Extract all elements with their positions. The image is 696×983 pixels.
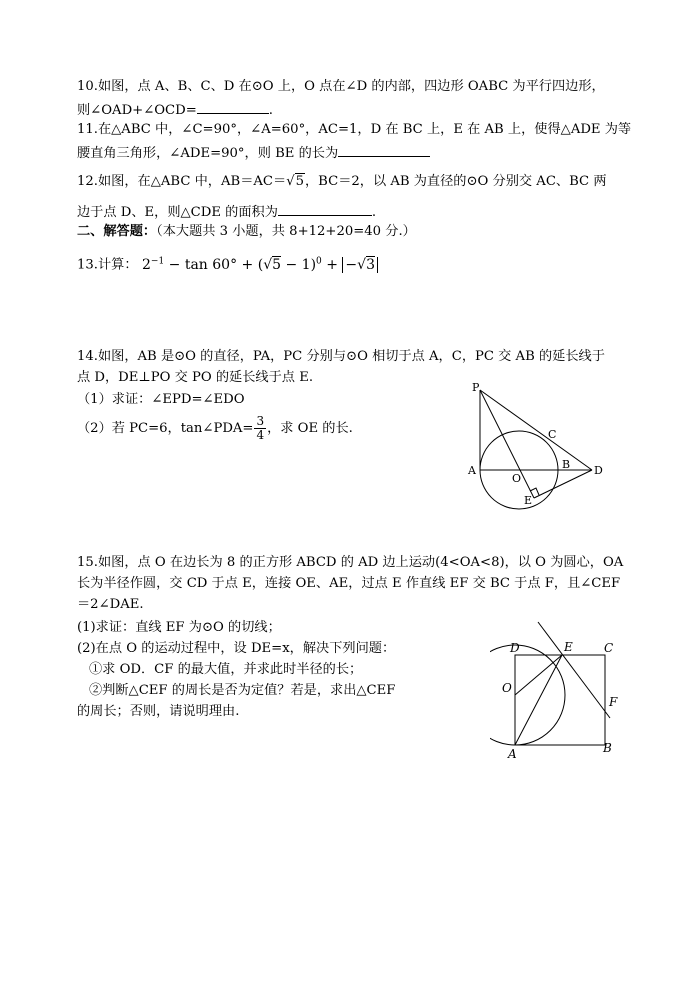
q14-figure [462, 380, 612, 515]
q12-line1 [77, 173, 607, 191]
q13-sqrt-d: 3 [366, 256, 375, 273]
q13-base: 2 [142, 256, 151, 273]
q15-tangent-ef [538, 622, 610, 718]
q13-label: 13.计算： [77, 257, 138, 273]
q14-line-ed [534, 470, 592, 498]
q13-expression: $2^{-1} - \tan 60^\circ + (√5 - 1)^0 + -√3$ [142, 257, 378, 273]
q15-part2: (2)在点 O 的运动过程中，设 DE=x，解决下列问题： [77, 641, 396, 656]
q14-part2 [77, 415, 353, 442]
section2-note: （本大题共 3 小题，共 8+12+20=40 分.） [156, 224, 416, 239]
q14-part1: （1）求证：∠EPD=∠EDO [77, 392, 245, 407]
q13-sqrt-b: 5 [272, 256, 282, 273]
q14-line2: 点 D，DE⊥PO 交 PO 的延长线于点 E. [77, 370, 314, 385]
q15-line1: 15.如图，点 O 在边长为 8 的正方形 ABCD 的 AD 边上运动(4<OA<8)，以 O 为圆心，OA [77, 555, 624, 570]
q10-line2-text: 则∠OAD+∠OCD= [77, 103, 197, 118]
q14-part2-b: ，求 OE 的长. [267, 421, 353, 436]
q10-line2: 则∠OAD+∠OCD= . [77, 99, 273, 120]
q12-sqrt: √5 [286, 174, 304, 189]
q12-line2-text: 边于点 D、E，则△CDE 的面积为 [77, 205, 278, 220]
q11-answer-blank [338, 142, 430, 157]
q15-label-b: B [603, 741, 612, 755]
q14-label-b: B [562, 458, 571, 471]
q14-part2-a: （2）若 PC=6，tan∠PDA= [77, 421, 254, 436]
q10-answer-blank [197, 99, 269, 114]
q13-line [77, 252, 378, 275]
q15-label-o: O [502, 681, 512, 695]
q13-abs-minus: − [345, 256, 358, 273]
q14-line-pe [480, 390, 534, 498]
q15-label-e: E [564, 640, 573, 654]
q14-line1: 14.如图，AB 是⊙O 的直径，PA，PC 分别与⊙O 相切于点 A，C，PC 交 AB 的延长线于 [77, 349, 605, 364]
q14-frac-num: 3 [256, 414, 265, 428]
q12-end: . [371, 205, 377, 220]
q14-label-d: D [594, 464, 603, 477]
q12-text-b: ，BC＝2，以 AB 为直径的⊙O 分别交 AC、BC 两 [304, 174, 607, 189]
q14-fraction [254, 415, 266, 442]
q10-line1: 10.如图，点 A、B、C、D 在⊙O 上，O 点在∠D 的内部，四边形 OABC 为平行四边形， [77, 79, 605, 94]
section2-heading: 二、解答题： [77, 224, 157, 239]
q11-line1: 11.在△ABC 中，∠C=90°，∠A=60°，AC=1，D 在 BC 上，E 在 AB 上，使得△ADE 为等 [77, 122, 632, 137]
q13-abs: −√3 [342, 257, 378, 273]
q15-label-a: A [508, 747, 517, 761]
q15-label-d: D [510, 641, 520, 655]
section2-line [77, 223, 416, 241]
q15-label-f: F [609, 695, 618, 709]
q12-text-a: 12.如图，在△ABC 中，AB＝AC＝ [77, 174, 287, 189]
q14-frac-den: 4 [256, 428, 265, 442]
q11-line2-text: 腰直角三角形，∠ADE=90°，则 BE 的长为 [77, 146, 339, 161]
q14-line-pd [480, 390, 592, 470]
q12-sqrt-value: 5 [295, 174, 304, 189]
q15-circle [490, 645, 565, 745]
q15-line-oe [515, 655, 562, 695]
q13-exponent-a: −1 [150, 256, 165, 266]
q15-square [515, 655, 605, 745]
q15-line3: ＝2∠DAE. [77, 597, 144, 612]
q14-label-c: C [548, 428, 557, 441]
q15-part1: (1)求证：直线 EF 为⊙O 的切线； [77, 620, 281, 635]
q14-label-e: E [524, 494, 533, 507]
q15-figure [490, 610, 630, 765]
q15-line2: 长为半径作圆，交 CD 于点 E，连接 OE、AE，过点 E 作直线 EF 交 BC 于点 F，且∠CEF [77, 576, 621, 591]
q14-label-a: A [468, 464, 476, 477]
q14-label-o: O [512, 472, 522, 485]
q13-exponent-c: 0 [316, 256, 322, 266]
q12-line2 [77, 201, 376, 222]
q15-label-c: C [604, 641, 614, 655]
q12-answer-blank [278, 201, 372, 216]
q13-expr-d: + [321, 256, 343, 273]
q11-line2 [77, 142, 430, 163]
q15-line-ae [515, 655, 562, 745]
q15-sub2: ②判断△CEF 的周长是否为定值？若是，求出△CEF [89, 683, 396, 698]
q14-label-p: P [472, 381, 480, 394]
q13-expr-c: − 1) [281, 256, 317, 273]
q13-expr-b: − tan 60° + ( [164, 256, 264, 273]
q15-sub2b: 的周长；否则，请说明理由. [77, 704, 240, 719]
q15-sub1: ①求 OD．CF 的最大值，并求此时半径的长； [89, 662, 363, 677]
